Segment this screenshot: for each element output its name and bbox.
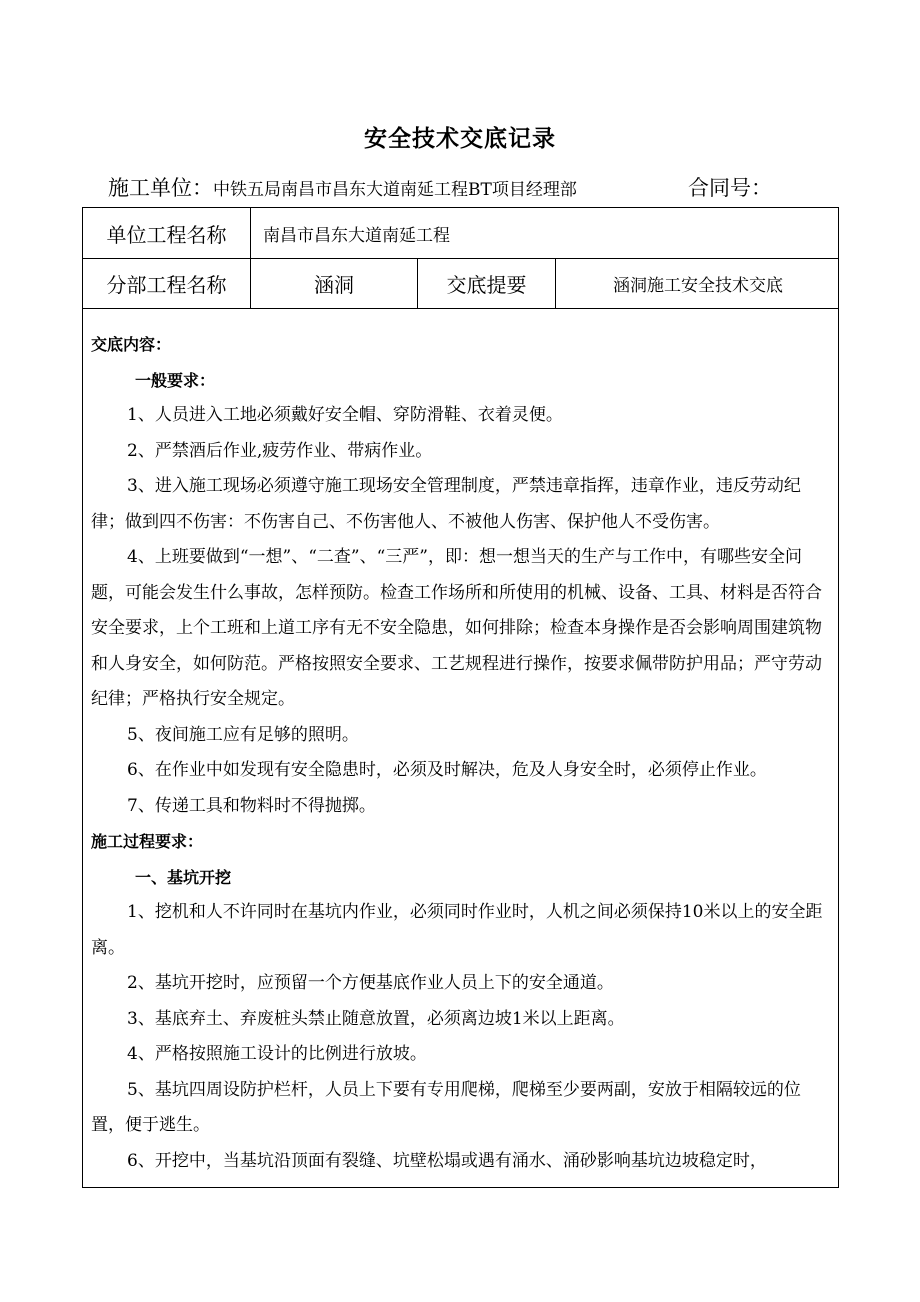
record-table — [82, 207, 839, 1188]
list-item: 4、上班要做到“一想”、“二查”、“三严”，即：想一想当天的生产与工作中，有哪些安全问题，可能会发生什么事故，怎样预防。检查工作场所和所使用的机械、设备、工具、材料是否符合安全要求，上个工班和上道工序有无不安全隐患，如何排除；检查本身操作是否会影响周围建筑物和人身安全，如何防范。严格按照安全要求、工艺规程进行操作，按要求佩带防护用品；严守劳动纪律；严格执行安全规定。 — [91, 547, 822, 709]
header-meta — [108, 172, 848, 202]
table-row — [83, 208, 838, 259]
summary-label: 交底提要 — [418, 259, 556, 308]
project-name-value: 南昌市昌东大道南延工程 — [263, 225, 450, 246]
list-item: 2、基坑开挖时，应预留一个方便基底作业人员上下的安全通道。 — [127, 973, 614, 993]
contract-number-label: 合同号： — [688, 176, 772, 200]
sub-project-label: 分部工程名称 — [83, 259, 251, 308]
section-excavation-heading: 一、基坑开挖 — [135, 867, 232, 887]
process-requirements-heading: 施工过程要求： — [91, 832, 204, 851]
list-item: 3、基底弃土、弃废桩头禁止随意放置，必须离边坡1米以上距离。 — [127, 1008, 625, 1029]
summary-value: 涵洞施工安全技术交底 — [613, 276, 783, 296]
table-row — [83, 259, 838, 309]
project-name-label: 单位工程名称 — [83, 208, 251, 258]
list-item: 5、夜间施工应有足够的照明。 — [127, 724, 359, 745]
list-item: 3、进入施工现场必须遵守施工现场安全管理制度，严禁违章指挥，违章作业，违反劳动纪律；做到四不伤害：不伤害自己、不伤害他人、不被他人伤害、保护他人不受伤害。 — [91, 476, 801, 532]
list-item: 5、基坑四周设防护栏杆，人员上下要有专用爬梯，爬梯至少要两副，安放于相隔较远的位置，便于逃生。 — [91, 1079, 801, 1135]
list-item: 1、人员进入工地必须戴好安全帽、穿防滑鞋、衣着灵便。 — [127, 405, 563, 425]
list-item: 6、开挖中，当基坑沿顶面有裂缝、坑壁松塌或遇有涌水、涌砂影响基坑边坡稳定时， — [127, 1150, 767, 1171]
list-item: 7、传递工具和物料时不得抛掷。 — [127, 795, 376, 816]
list-item: 2、严禁酒后作业,疲劳作业、带病作业。 — [127, 440, 433, 461]
construction-unit-value: 中铁五局南昌市昌东大道南延工程BT项目经理部 — [213, 180, 577, 200]
content-intro-heading: 交底内容： — [91, 335, 172, 354]
document-title: 安全技术交底记录 — [364, 126, 556, 152]
list-item: 1、挖机和人不许同时在基坑内作业，必须同时作业时，人机之间必须保持10米以上的安全距离。 — [91, 902, 823, 958]
list-item: 6、在作业中如发现有安全隐患时，必须及时解决，危及人身安全时，必须停止作业。 — [127, 760, 767, 780]
list-item: 4、严格按照施工设计的比例进行放坡。 — [127, 1044, 427, 1064]
construction-unit-label: 施工单位： — [108, 176, 213, 200]
briefing-content — [83, 309, 838, 1179]
sub-project-value: 涵洞 — [251, 259, 418, 308]
general-requirements-heading: 一般要求： — [135, 370, 216, 390]
